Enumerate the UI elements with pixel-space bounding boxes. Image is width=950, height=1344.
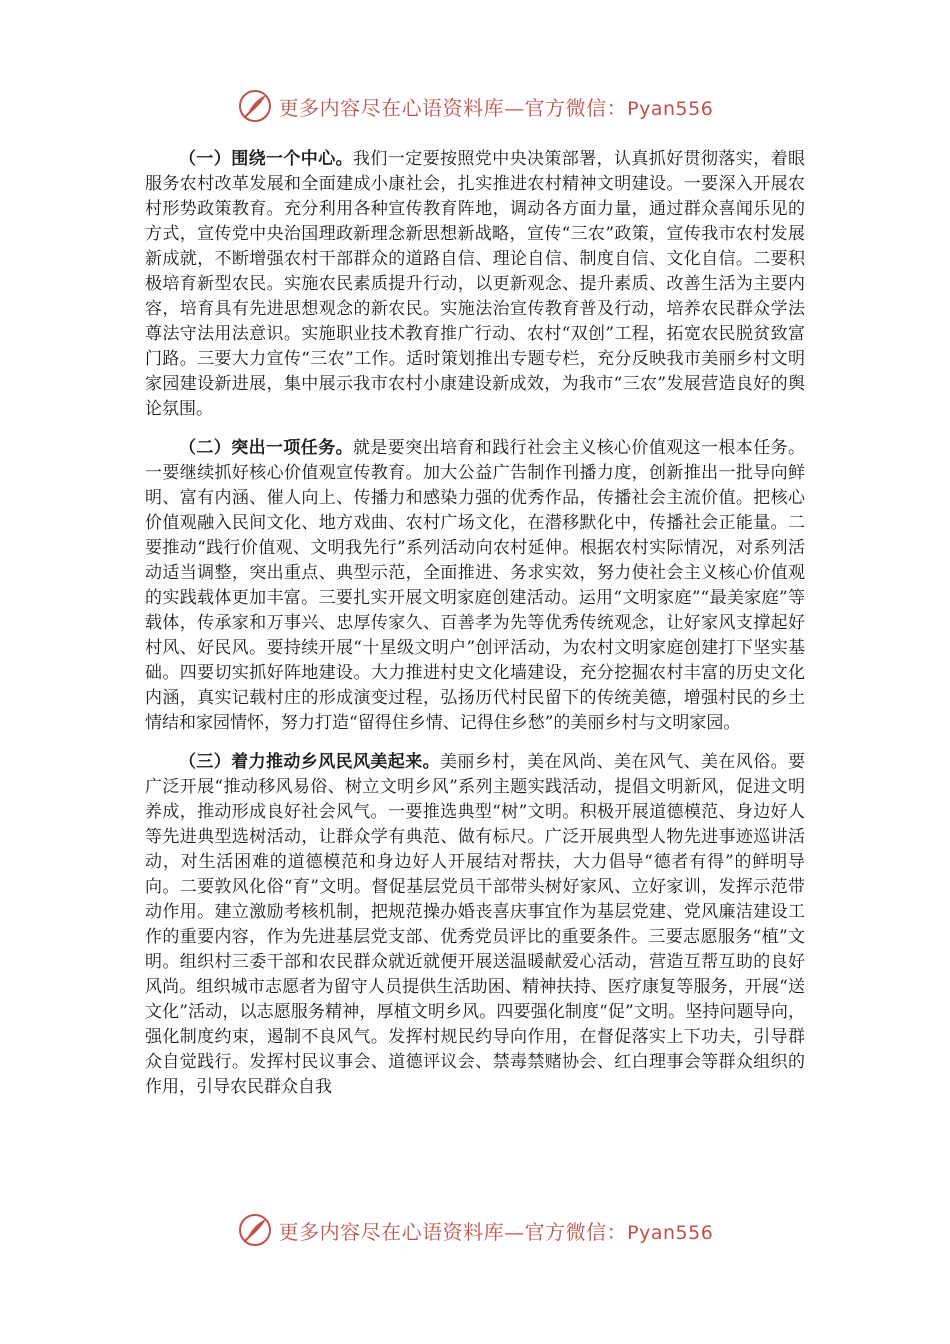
document-body <box>145 147 805 1114</box>
section-1 <box>145 147 805 422</box>
footer-banner <box>0 1210 950 1250</box>
section-2 <box>145 436 805 736</box>
footer-banner-text: 更多内容尽在心语资料库—官方微信：Pyan556 <box>278 1219 714 1244</box>
quill-logo-icon <box>237 88 273 124</box>
section-2-heading: （二）突出一项任务。 <box>179 438 353 458</box>
quill-logo-icon <box>237 1212 273 1248</box>
section-3-body: 美丽乡村，美在风尚、美在风气、美在风俗。要广泛开展“推动移风易俗、树立文明乡风”系列主题实践活动，提倡文明新风，促进文明养成，推动形成良好社会风气。一要推选典型“树”文明。积极开展道德模范、身边好人等先进典型选树活动，让群众学有典范、做有标尺。广泛开展典型人物先进事迹巡讲活动，对生活困难的道德模范和身边好人开展结对帮扶，大力倡导“德者有得”的鲜明导向。二要敦风化俗“育”文明。督促基层党员干部带头树好家风、立好家训，发挥示范带动作用。建立激励考核机制，把规范操办婚丧喜庆事宜作为基层党建、党风廉洁建设工作的重要内容，作为先进基层党支部、优秀党员评比的重要条件。三要志愿服务“植”文明。组织村三委干部和农民群众就近就便开展送温暖献爱心活动，营造互帮互助的良好风尚。组织城市志愿者为留守人员提供生活助困、精神扶持、医疗康复等服务，开展“送文化”活动，以志愿服务精神，厚植文明乡风。四要强化制度“促”文明。坚持问题导向，强化制度约束，遏制不良风气。发挥村规民约导向作用，在督促落实上下功夫，引导群众自觉践行。发挥村民议事会、道德评议会、禁毒禁赌协会、红白理事会等群众组织的作用，引导农民群众自我 <box>145 752 805 1097</box>
section-1-body: 我们一定要按照党中央决策部署，认真抓好贯彻落实，着眼服务农村改革发展和全面建成小康社会，扎实推进农村精神文明建设。一要深入开展农村形势政策教育。充分利用各种宣传教育阵地，调动各方面力量，通过群众喜闻乐见的方式，宣传党中央治国理政新理念新思想新战略，宣传“三农”政策，宣传我市农村发展新成就，不断增强农村干部群众的道路自信、理论自信、制度自信、文化自信。二要积极培育新型农民。实施农民素质提升行动，以更新观念、提升素质、改善生活为主要内容，培育具有先进思想观念的新农民。实施法治宣传教育普及行动，培养农民群众学法尊法守法用法意识。实施职业技术教育推广行动、农村“双创”工程，拓宽农民脱贫致富门路。三要大力宣传“三农”工作。适时策划推出专题专栏，充分反映我市美丽乡村文明家园建设新进展，集中展示我市农村小康建设新成效，为我市“三农”发展营造良好的舆论氛围。 <box>145 149 805 419</box>
section-3 <box>145 750 805 1100</box>
footer-wechat-id: Pyan556 <box>627 1221 714 1244</box>
header-wechat-id: Pyan556 <box>627 97 714 120</box>
section-3-heading: （三）着力推动乡风民风美起来。 <box>179 752 440 772</box>
section-2-body: 就是要突出培育和践行社会主义核心价值观这一根本任务。一要继续抓好核心价值观宣传教育。加大公益广告制作刊播力度，创新推出一批导向鲜明、富有内涵、催人向上、传播力和感染力强的优秀作品，传播社会主流价值。把核心价值观融入民间文化、地方戏曲、农村广场文化，在潜移默化中，传播社会正能量。二要推动“践行价值观、文明我先行”系列活动向农村延伸。根据农村实际情况，对系列活动适当调整，突出重点、典型示范，全面推进、务求实效，努力使社会主义核心价值观的实践载体更加丰富。三要扎实开展文明家庭创建活动。运用“文明家庭”“最美家庭”等载体，传承家和万事兴、忠厚传家久、百善孝为先等优秀传统观念，让好家风支撑起好村风、好民风。要持续开展“十星级文明户”创评活动，为农村文明家庭创建打下坚实基础。四要切实抓好阵地建设。大力推进村史文化墙建设，充分挖掘农村丰富的历史文化内涵，真实记载村庄的形成演变过程，弘扬历代村民留下的传统美德，增强村民的乡土情结和家园情怀，努力打造“留得住乡情、记得住乡愁”的美丽乡村与文明家园。 <box>145 438 805 733</box>
header-banner <box>0 86 950 126</box>
section-1-heading: （一）围绕一个中心。 <box>179 149 353 169</box>
header-banner-text: 更多内容尽在心语资料库—官方微信：Pyan556 <box>278 95 714 120</box>
